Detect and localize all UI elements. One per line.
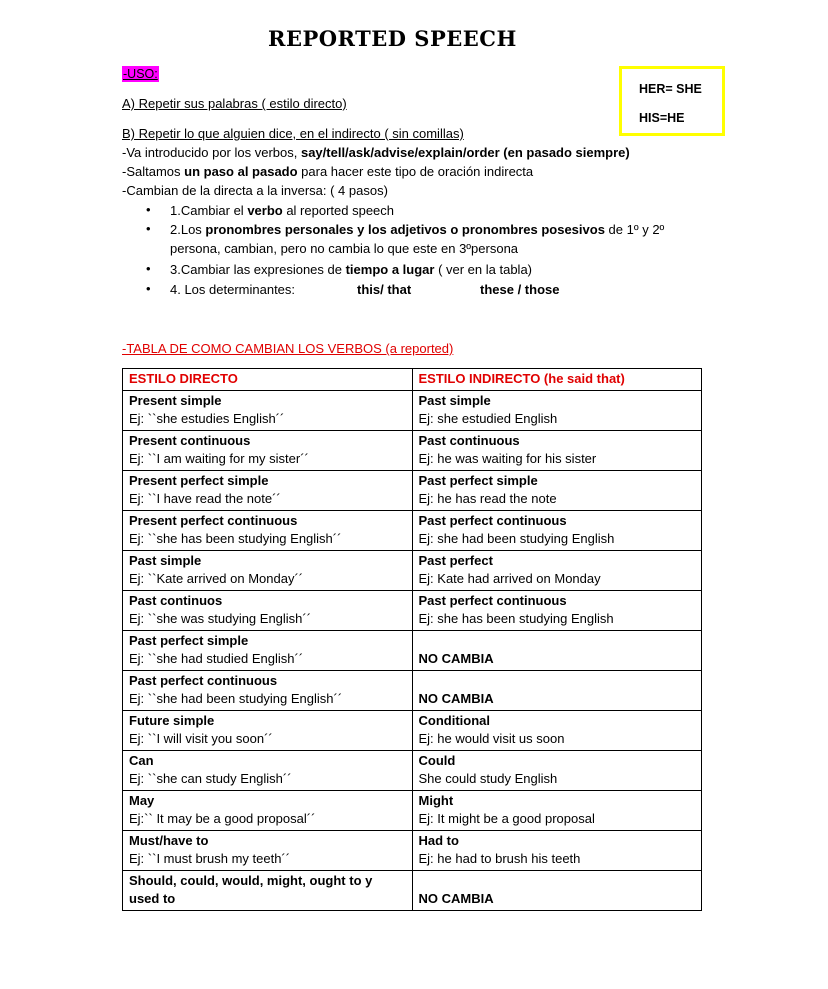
direct-cell (123, 790, 413, 830)
step-1-bold: verbo (247, 203, 283, 218)
indirect-tense (419, 672, 696, 691)
indirect-example: Ej: she estudied English (418, 411, 558, 426)
indirect-example: NO CAMBIA (418, 891, 494, 906)
step-2-post: de 1º y 2º (604, 222, 665, 237)
step-4-pre: 4. Los determinantes: (170, 282, 296, 297)
table-row (123, 470, 702, 510)
direct-cell (123, 390, 413, 430)
bullet-icon: • (146, 281, 151, 296)
table-row (123, 630, 702, 670)
indirect-tense: Conditional (418, 712, 490, 728)
indirect-cell (412, 390, 702, 430)
direct-cell (123, 710, 413, 750)
direct-tense: Future simple (129, 712, 215, 728)
direct-tense: Past perfect continuous (129, 672, 278, 688)
indirect-example: NO CAMBIA (418, 691, 494, 706)
step-4-this-that: this/ that (357, 282, 412, 297)
direct-tense: Present perfect continuous (129, 512, 298, 528)
indirect-tense: Past perfect continuous (418, 592, 567, 608)
indirect-tense (419, 872, 696, 891)
table-row (123, 550, 702, 590)
indirect-example: Ej: Kate had arrived on Monday (418, 571, 601, 586)
indirect-example: Ej: he has read the note (418, 491, 557, 506)
table-row (123, 870, 702, 910)
table-header-row (123, 369, 702, 391)
indirect-cell (412, 750, 702, 790)
direct-example: Ej: ``she can study English´´ (129, 771, 292, 786)
direct-cell (123, 590, 413, 630)
indirect-tense: Could (418, 752, 456, 768)
indirect-example: She could study English (418, 771, 558, 786)
direct-example: Ej: ``I am waiting for my sister´´ (129, 451, 309, 466)
step-3 (170, 260, 532, 279)
indirect-tense: Might (418, 792, 454, 808)
indirect-example: Ej: he was waiting for his sister (418, 451, 597, 466)
step-1-pre: 1.Cambiar el (170, 203, 248, 218)
uso-label: -USO: (123, 67, 158, 81)
direct-example: Ej: ``Kate arrived on Monday´´ (129, 571, 304, 586)
intro-line-2-pre: -Saltamos (122, 164, 185, 179)
bullet-icon: • (146, 202, 151, 217)
pronoun-note-his: HIS=HE (639, 111, 685, 125)
verb-change-table (122, 368, 702, 911)
bullet-icon: • (146, 261, 151, 276)
indirect-tense: Past continuous (418, 432, 520, 448)
indirect-cell (412, 870, 702, 910)
table-title: -TABLA DE COMO CAMBIAN LOS VERBOS (a reported) (122, 341, 454, 356)
step-4 (170, 280, 295, 299)
step-4-these-those: these / those (480, 282, 560, 297)
indirect-cell (412, 830, 702, 870)
step-3-bold: tiempo a lugar (345, 262, 435, 277)
direct-example: Ej: ``I have read the note´´ (129, 491, 281, 506)
pronoun-note-box (619, 66, 725, 136)
indirect-cell (412, 550, 702, 590)
direct-tense: Present simple (129, 392, 222, 408)
indirect-cell (412, 790, 702, 830)
direct-cell (123, 670, 413, 710)
indirect-cell (412, 670, 702, 710)
step-2-bold: pronombres personales y los adjetivos o pronombres posesivos (205, 222, 605, 237)
direct-cell (123, 510, 413, 550)
direct-cell (123, 750, 413, 790)
table-row (123, 390, 702, 430)
indirect-cell (412, 470, 702, 510)
table-row (123, 750, 702, 790)
step-2 (170, 220, 664, 258)
step-3-post: ( ver en la tabla) (434, 262, 532, 277)
intro-a: A) Repetir sus palabras ( estilo directo) (122, 96, 347, 111)
page-title: REPORTED SPEECH (268, 26, 517, 51)
direct-tense: Can (129, 752, 154, 768)
intro-b: B) Repetir lo que alguien dice, en el indirecto ( sin comillas) (122, 126, 464, 141)
pronoun-note-her: HER= SHE (639, 82, 702, 96)
table-row (123, 830, 702, 870)
intro-line-2-post: para hacer este tipo de oración indirecta (297, 164, 534, 179)
step-1-post: al reported speech (282, 203, 395, 218)
direct-example: Ej: ``I must brush my teeth´´ (129, 851, 291, 866)
indirect-tense (419, 632, 696, 651)
indirect-example: Ej: he would visit us soon (418, 731, 565, 746)
indirect-cell (412, 630, 702, 670)
step-1 (170, 201, 394, 220)
indirect-tense: Had to (418, 832, 459, 848)
indirect-tense: Past perfect (418, 552, 493, 568)
indirect-example: Ej: he had to brush his teeth (418, 851, 581, 866)
direct-tense: Past perfect simple (129, 632, 249, 648)
direct-example: Ej: ``she has been studying English´´ (129, 531, 342, 546)
intro-line-2 (122, 164, 533, 179)
intro-line-2-bold: un paso al pasado (184, 164, 298, 179)
intro-line-1-bold: say/tell/ask/advise/explain/order (en pasado siempre) (300, 145, 630, 160)
direct-example: used to (129, 891, 176, 906)
direct-cell (123, 550, 413, 590)
table-row (123, 710, 702, 750)
indirect-example: NO CAMBIA (418, 651, 494, 666)
indirect-tense: Past perfect continuous (418, 512, 567, 528)
header-direct: ESTILO DIRECTO (123, 369, 413, 391)
direct-cell (123, 430, 413, 470)
direct-example: Ej: ``she had studied English´´ (129, 651, 304, 666)
direct-example: Ej:`` It may be a good proposal´´ (129, 811, 316, 826)
direct-cell (123, 630, 413, 670)
table-row (123, 590, 702, 630)
direct-tense: Present continuous (129, 432, 251, 448)
indirect-cell (412, 590, 702, 630)
indirect-example: Ej: she had been studying English (418, 531, 615, 546)
step-3-pre: 3.Cambiar las expresiones de (170, 262, 346, 277)
direct-example: Ej: ``she had been studying English´´ (129, 691, 343, 706)
indirect-example: Ej: she has been studying English (418, 611, 614, 626)
indirect-example: Ej: It might be a good proposal (418, 811, 595, 826)
direct-cell (123, 870, 413, 910)
table-row (123, 790, 702, 830)
direct-example: Ej: ``she estudies English´´ (129, 411, 285, 426)
direct-cell (123, 830, 413, 870)
indirect-tense: Past simple (418, 392, 491, 408)
direct-tense: Should, could, would, might, ought to y (129, 872, 373, 888)
direct-example: Ej: ``I will visit you soon´´ (129, 731, 273, 746)
indirect-cell (412, 510, 702, 550)
direct-tense: Past simple (129, 552, 202, 568)
intro-line-1-text: -Va introducido por los verbos, (122, 145, 301, 160)
indirect-tense: Past perfect simple (418, 472, 538, 488)
indirect-cell (412, 710, 702, 750)
direct-tense: May (129, 792, 155, 808)
step-2-line-2: persona, cambian, pero no cambia lo que este en 3ºpersona (170, 241, 519, 256)
direct-tense: Present perfect simple (129, 472, 269, 488)
direct-tense: Must/have to (129, 832, 209, 848)
table-row (123, 430, 702, 470)
direct-example: Ej: ``she was studying English´´ (129, 611, 312, 626)
header-indirect: ESTILO INDIRECTO (he said that) (412, 369, 702, 391)
table-row (123, 670, 702, 710)
bullet-icon: • (146, 221, 151, 236)
indirect-cell (412, 430, 702, 470)
intro-line-3: -Cambian de la directa a la inversa: ( 4 pasos) (122, 183, 388, 198)
table-row (123, 510, 702, 550)
direct-tense: Past continuos (129, 592, 223, 608)
step-2-pre: 2.Los (170, 222, 206, 237)
direct-cell (123, 470, 413, 510)
intro-line-1 (122, 145, 630, 160)
